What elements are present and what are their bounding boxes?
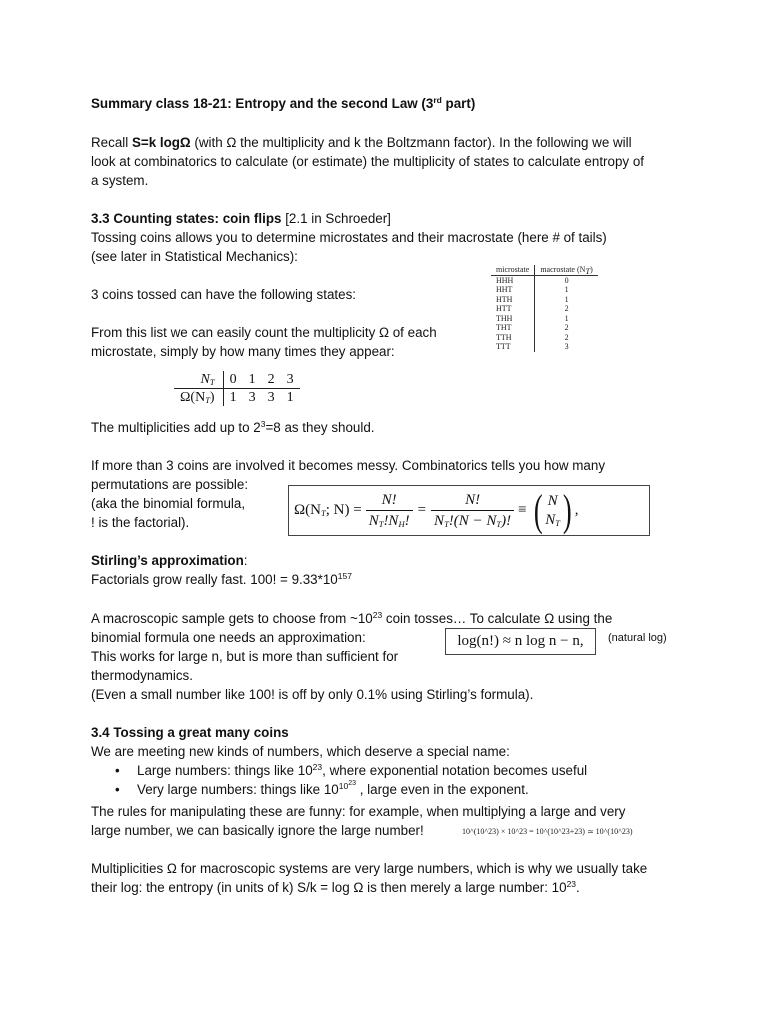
section-3-4-heading: 3.4 Tossing a great many coins: [91, 725, 289, 740]
number-types-list: [91, 761, 587, 799]
table-row: HHT 1: [491, 285, 598, 295]
table-row: HTT 2: [491, 304, 598, 314]
count-line-1: From this list we can easily count the multiplicity Ω of each: [91, 325, 437, 340]
binomial-line-4: ! is the factorial).: [91, 515, 190, 530]
coin-intro-line-2: (see later in Statistical Mechanics):: [91, 249, 298, 264]
microstate-table-header: [491, 265, 598, 275]
coin-intro-line-1: Tossing coins allows you to determine microstates and their macrostate (here # of tails): [91, 230, 607, 245]
recall-line-3: a system.: [91, 173, 149, 188]
table-row: THH 1: [491, 314, 598, 324]
table-row: HTH 1: [491, 295, 598, 305]
list-item: • Large numbers: things like $10^{23}$, where exponential notation becomes useful: [115, 762, 588, 778]
fraction-1: $\frac{N!}{N_T!N_H!}$: [366, 490, 413, 531]
binomial-coefficient: ( N $N_T$ ): [533, 485, 572, 535]
recall-line-1: Recall S=k logΩ (with Ω the multiplicity and k the Boltzmann factor). In the following we will: [91, 135, 632, 150]
list-item: • Very large numbers: things like $10^{10^{23}}$ , large even in the exponent.: [115, 780, 529, 797]
rules-line-1: The rules for manipulating these are funny: for example, when multiplying a large and very: [91, 804, 626, 819]
table-row: TTT 3: [491, 342, 598, 352]
entropy-formula: S=k logΩ: [131, 135, 191, 150]
microstate-table: [491, 265, 598, 352]
final-line-2: their log: the entropy (in units of k) S/k = log Ω is then merely a large number: $10^{23}$.: [91, 879, 580, 895]
table-row: $\Omega(N_T)$ 1 3 3 1: [174, 389, 300, 407]
table-row: HHH 0: [491, 275, 598, 285]
binomial-line-3: (aka the binomial formula,: [91, 496, 246, 511]
table-row: THT 2: [491, 323, 598, 333]
recall-line-2: look at combinatorics to calculate (or estimate) the multiplicity of states to calculate entropy of: [91, 154, 644, 169]
factorial-line: Factorials grow really fast. 100! = $9.33*10^{157}$: [91, 571, 352, 587]
stirling-heading: Stirling’s approximation:: [91, 553, 248, 568]
exponent-rule-equation: 10^(10^23) × 10^23 = 10^(10^23+23) ≃ 10^(10^23): [462, 827, 633, 836]
numbers-intro-line: We are meeting new kinds of numbers, which deserve a special name:: [91, 744, 510, 759]
binomial-formula: $\Omega(N_T$; N) = $\frac{N!}{N_T!N_H!}$ = $\frac{N!}{N_T!(N - N_T)!}$ ≡ ( N $N_T$ ) ,: [294, 485, 579, 535]
bullet-icon: •: [115, 763, 120, 778]
natural-log-note: (natural log): [608, 632, 667, 644]
page-title: Summary class 18-21: Entropy and the second Law (3rd part): [91, 95, 476, 111]
rules-line-2: large number, we can basically ignore the large number!: [91, 823, 424, 838]
table-row: $N_T$ 0 1 2 3: [174, 371, 300, 389]
final-line-1: Multiplicities Ω for macroscopic systems are very large numbers, which is why we usually take: [91, 861, 648, 876]
binomial-line-2: permutations are possible:: [91, 477, 249, 492]
macroscopic-line-1: A macroscopic sample gets to choose from $\sim 10^{23}$ coin tosses… To calculate Ω using the: [91, 610, 613, 626]
multiplicity-table: [174, 371, 300, 406]
macrostate-header: macrostate $(N_T)$: [535, 265, 598, 275]
fraction-2: $\frac{N!}{N_T!(N - N_T)!}$: [431, 490, 514, 531]
multiplicities-sum-line: The multiplicities add up to $2^3=8$ as they should.: [91, 419, 375, 435]
count-line-2: microstate, simply by how many times they appear:: [91, 344, 395, 359]
macroscopic-line-5: (Even a small number like 100! is off by only 0.1% using Stirling’s formula).: [91, 687, 534, 702]
section-3-3-heading: 3.3 Counting states: coin flips [2.1 in Schroeder]: [91, 211, 391, 226]
macroscopic-line-4: thermodynamics.: [91, 668, 193, 683]
stirling-formula-box: [445, 628, 596, 655]
bullet-icon: •: [115, 782, 120, 797]
macroscopic-line-3: This works for large n, but is more than sufficient for: [91, 649, 399, 664]
three-coins-line: 3 coins tossed can have the following states:: [91, 287, 356, 302]
table-row: TTH 2: [491, 333, 598, 343]
binomial-line-1: If more than 3 coins are involved it becomes messy. Combinatorics tells you how many: [91, 458, 606, 473]
microstate-header: microstate: [491, 265, 535, 275]
macroscopic-line-2: binomial formula one needs an approximation:: [91, 630, 366, 645]
binomial-formula-box: [288, 485, 650, 536]
stirling-formula: log(n!) ≈ n log n − n,: [457, 633, 584, 649]
